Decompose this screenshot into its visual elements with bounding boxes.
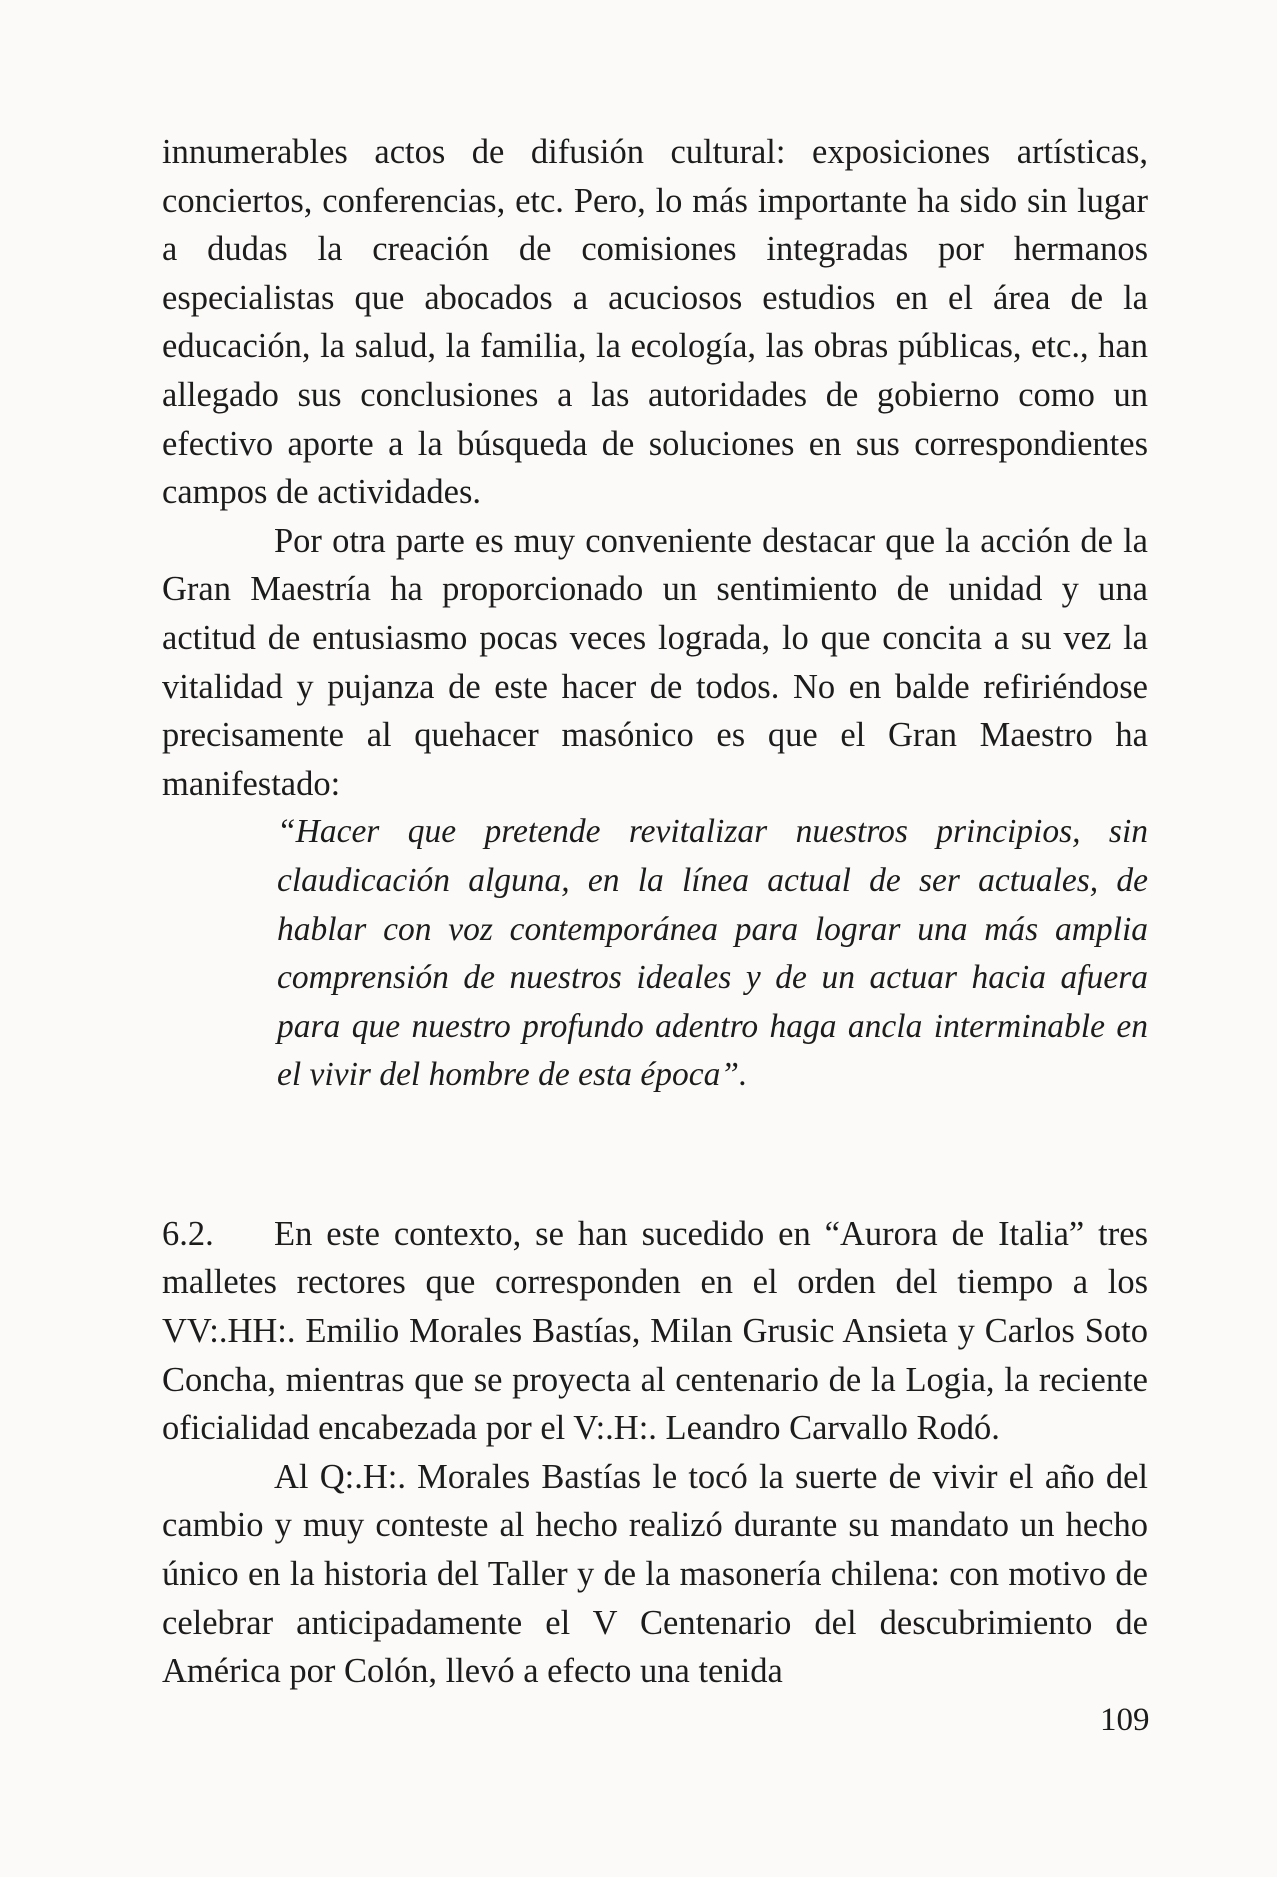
section-paragraph [162,1210,1148,1453]
page-number: 109 [1100,1702,1150,1738]
page-body [162,128,1148,1696]
paragraph-4: Al Q:.H:. Morales Bastías le tocó la suerte de vivir el año del cambio y muy conteste al hecho realizó durante su mandato un hecho único en la historia del Taller y de la masonería chilena: con motivo de celebrar anticipadamente el V Centenario del descubrimiento de América por Colón, llevó a efecto una tenida [162,1457,1148,1691]
paragraph-2: Por otra parte es muy conveniente destacar que la acción de la Gran Maestría ha proporcionado un sentimiento de unidad y una actitud de entusiasmo pocas veces lograda, lo que concita a su vez la vitalidad y pujanza de este hacer de todos. No en balde refiriéndose precisamente al quehacer masónico es que el Gran Maestro ha manifestado: [162,521,1148,803]
paragraph-3: En este contexto, se han sucedido en “Aurora de Italia” tres malletes rectores que corresponden en el orden del tiempo a los VV:.HH:. Emilio Morales Bastías, Milan Grusic Ansieta y Carlos Soto Concha, mientras que se proyecta al centenario de la Logia, la reciente oficialidad encabezada por el V:.H:. Leandro Carvallo Rodó. [162,1214,1148,1448]
paragraph-1: innumerables actos de difusión cultural: exposiciones artísticas, conciertos, conferencias, etc. Pero, lo más importante ha sido sin lugar a dudas la creación de comisiones integradas por hermanos especialistas que abocados a acuciosos estudios en el área de la educación, la salud, la familia, la ecología, las obras públicas, etc., han allegado sus conclusiones a las autoridades de gobierno como un efectivo aporte a la búsqueda de soluciones en sus correspondientes campos de actividades. [162,133,1148,512]
block-quote: “Hacer que pretende revitalizar nuestros principios, sin claudicación alguna, en la línea actual de ser actuales, de hablar con voz contemporánea para lograr una más amplia comprensión de nuestros ideales y de un actuar hacia afuera para que nuestro profundo adentro haga ancla interminable en el vivir del hombre de esta época”. [277,813,1148,1094]
section-number: 6.2. [162,1214,214,1253]
